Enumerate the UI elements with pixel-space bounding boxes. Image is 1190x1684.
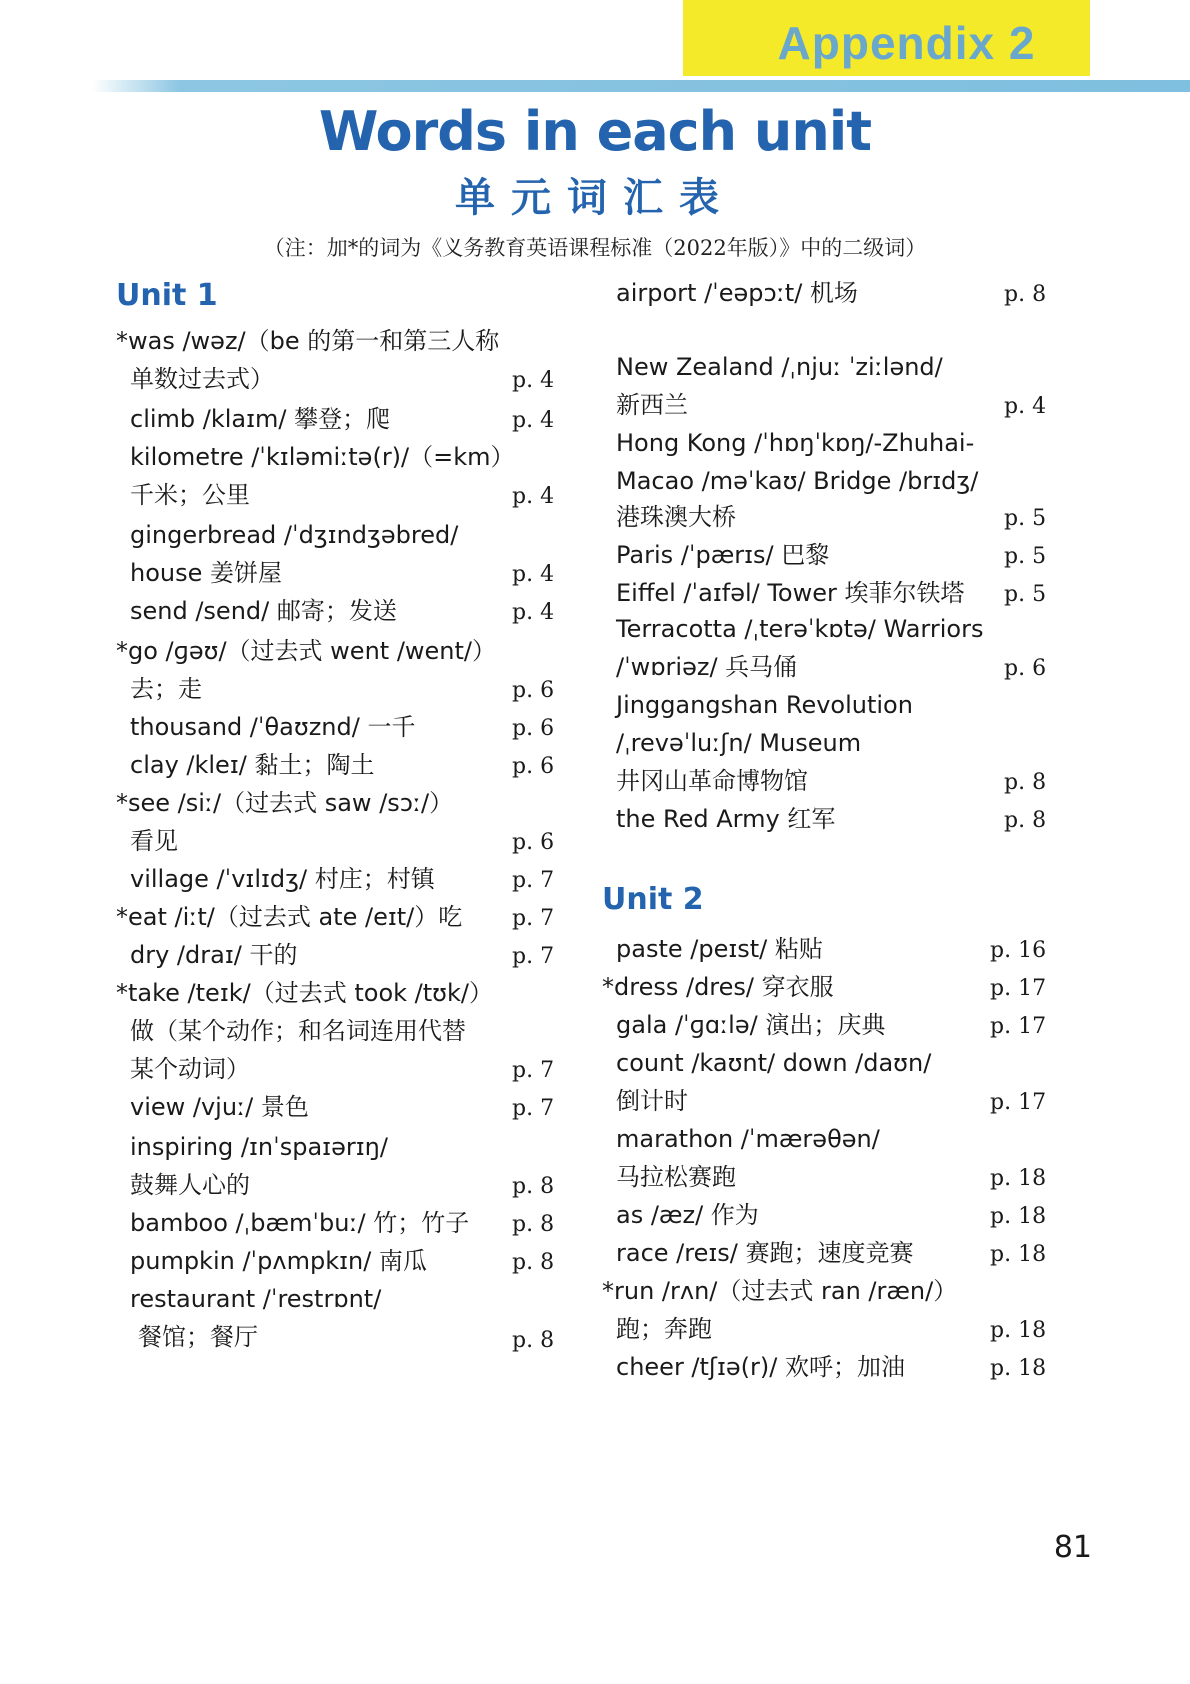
page-ref: p. 4 xyxy=(512,368,555,393)
word-line: 鼓舞人心的 xyxy=(130,1171,250,1199)
unit-1-heading: Unit 1 xyxy=(116,278,218,313)
word-line: climb /klaɪm/ 攀登；爬 xyxy=(130,405,391,433)
unit-2-heading: Unit 2 xyxy=(602,882,704,917)
word-line: 去；走 xyxy=(130,675,202,703)
word-line: *go /ɡəʊ/（过去式 went /went/） xyxy=(116,637,497,665)
word-line: inspiring /ɪnˈspaɪərɪŋ/ xyxy=(130,1133,388,1161)
word-line: Paris /ˈpærɪs/ 巴黎 xyxy=(616,541,830,569)
word-line: Macao /məˈkaʊ/ Bridge /brɪdʒ/ xyxy=(616,467,979,495)
page-ref: p. 4 xyxy=(512,484,555,509)
page-ref: p. 18 xyxy=(990,1242,1047,1267)
word-line: race /reɪs/ 赛跑；速度竞赛 xyxy=(616,1239,914,1267)
word-line: pumpkin /ˈpʌmpkɪn/ 南瓜 xyxy=(130,1247,427,1275)
page-ref: p. 4 xyxy=(512,562,555,587)
word-line: bamboo /ˌbæmˈbuː/ 竹；竹子 xyxy=(130,1209,470,1237)
word-line: Jinggangshan Revolution xyxy=(616,691,913,719)
page-ref: p. 7 xyxy=(512,906,555,931)
page-ref: p. 6 xyxy=(512,754,555,779)
appendix-tab xyxy=(683,0,1090,76)
word-line: house 姜饼屋 xyxy=(130,559,283,587)
page-title: Words in each unit xyxy=(318,100,872,163)
page-ref: p. 5 xyxy=(1004,544,1047,569)
page-ref: p. 18 xyxy=(990,1166,1047,1191)
word-line: cheer /tʃɪə(r)/ 欢呼；加油 xyxy=(616,1353,905,1381)
word-line: 餐馆；餐厅 xyxy=(138,1323,258,1351)
word-line: gingerbread /ˈdʒɪndʒəbred/ xyxy=(130,521,459,549)
word-line: 做（某个动作；和名词连用代替 xyxy=(130,1017,466,1045)
word-line: 某个动词） xyxy=(130,1055,250,1083)
page-ref: p. 17 xyxy=(990,976,1047,1001)
page-ref: p. 16 xyxy=(990,938,1047,963)
word-line: restaurant /ˈrestrɒnt/ xyxy=(130,1285,382,1313)
word-line: view /vjuː/ 景色 xyxy=(130,1093,309,1121)
word-line: 千米；公里 xyxy=(130,481,250,509)
page-ref: p. 18 xyxy=(990,1356,1047,1381)
word-line: *was /wəz/（be 的第一和第三人称 xyxy=(116,327,500,355)
page-ref: p. 8 xyxy=(512,1174,555,1199)
word-line: marathon /ˈmærəθən/ xyxy=(616,1125,880,1153)
page-ref: p. 6 xyxy=(512,716,555,741)
word-line: 单数过去式） xyxy=(130,365,274,393)
word-line: as /æz/ 作为 xyxy=(616,1201,759,1229)
word-line: *take /teɪk/（过去式 took /tʊk/） xyxy=(116,979,493,1007)
page-ref: p. 8 xyxy=(1004,770,1047,795)
word-line: *see /siː/（过去式 saw /sɔː/） xyxy=(116,789,454,817)
word-line: 井冈山革命博物馆 xyxy=(616,767,808,795)
word-line: clay /kleɪ/ 黏土；陶土 xyxy=(130,751,375,779)
word-line: /ˌrevəˈluːʃn/ Museum xyxy=(616,729,862,757)
page-ref: p. 4 xyxy=(512,408,555,433)
page-ref: p. 8 xyxy=(512,1328,555,1353)
page-ref: p. 7 xyxy=(512,944,555,969)
word-line: /ˈwɒriəz/ 兵马俑 xyxy=(616,653,798,681)
appendix-label: Appendix 2 xyxy=(777,17,1036,69)
word-line: 马拉松赛跑 xyxy=(616,1163,736,1191)
page-ref: p. 18 xyxy=(990,1204,1047,1229)
word-line: airport /ˈeəpɔːt/ 机场 xyxy=(616,279,858,307)
page-ref: p. 8 xyxy=(1004,808,1047,833)
page-ref: p. 7 xyxy=(512,1096,555,1121)
page-ref: p. 4 xyxy=(1004,394,1047,419)
page-ref: p. 5 xyxy=(1004,506,1047,531)
word-line: Eiffel /ˈaɪfəl/ Tower 埃菲尔铁塔 xyxy=(616,579,965,607)
word-line: gala /ˈɡɑːlə/ 演出；庆典 xyxy=(616,1011,886,1039)
word-line: village /ˈvɪlɪdʒ/ 村庄；村镇 xyxy=(130,865,435,893)
word-line: *run /rʌn/（过去式 ran /ræn/） xyxy=(602,1277,958,1305)
page-ref: p. 6 xyxy=(512,678,555,703)
word-line: thousand /ˈθaʊznd/ 一千 xyxy=(130,713,416,741)
page-ref: p. 5 xyxy=(1004,582,1047,607)
header-band xyxy=(92,80,1190,92)
word-line: Terracotta /ˌterəˈkɒtə/ Warriors xyxy=(616,615,984,643)
page-ref: p. 7 xyxy=(512,868,555,893)
word-line: 港珠澳大桥 xyxy=(616,503,736,531)
word-line: send /send/ 邮寄；发送 xyxy=(130,597,397,625)
word-line: New Zealand /ˌnjuː ˈziːlənd/ xyxy=(616,353,943,381)
word-line: dry /draɪ/ 干的 xyxy=(130,941,298,969)
page-ref: p. 17 xyxy=(990,1090,1047,1115)
footnote-note: （注：加*的词为《义务教育英语课程标准（2022年版）》中的二级词） xyxy=(263,236,927,260)
word-line: Hong Kong /ˈhɒŋˈkɒŋ/-Zhuhai- xyxy=(616,429,975,457)
page-subtitle: 单元词汇表 xyxy=(455,174,735,221)
page-ref: p. 8 xyxy=(1004,282,1047,307)
page-ref: p. 8 xyxy=(512,1212,555,1237)
page-ref: p. 18 xyxy=(990,1318,1047,1343)
page-ref: p. 6 xyxy=(512,830,555,855)
word-line: the Red Army 红军 xyxy=(616,805,836,833)
word-line: *dress /dres/ 穿衣服 xyxy=(602,973,834,1001)
page-ref: p. 7 xyxy=(512,1058,555,1083)
word-line: kilometre /ˈkɪləmiːtə(r)/（=km） xyxy=(130,443,515,471)
word-line: 倒计时 xyxy=(616,1087,688,1115)
page-ref: p. 17 xyxy=(990,1014,1047,1039)
page-number: 81 xyxy=(1053,1530,1092,1565)
word-line: paste /peɪst/ 粘贴 xyxy=(616,935,823,963)
page-ref: p. 6 xyxy=(1004,656,1047,681)
word-line: 新西兰 xyxy=(616,391,688,419)
word-line: 跑；奔跑 xyxy=(616,1315,712,1343)
word-line: *eat /iːt/（过去式 ate /eɪt/）吃 xyxy=(116,903,463,931)
word-line: count /kaʊnt/ down /daʊn/ xyxy=(616,1049,932,1077)
page-ref: p. 4 xyxy=(512,600,555,625)
word-line: 看见 xyxy=(130,827,178,855)
page-ref: p. 8 xyxy=(512,1250,555,1275)
